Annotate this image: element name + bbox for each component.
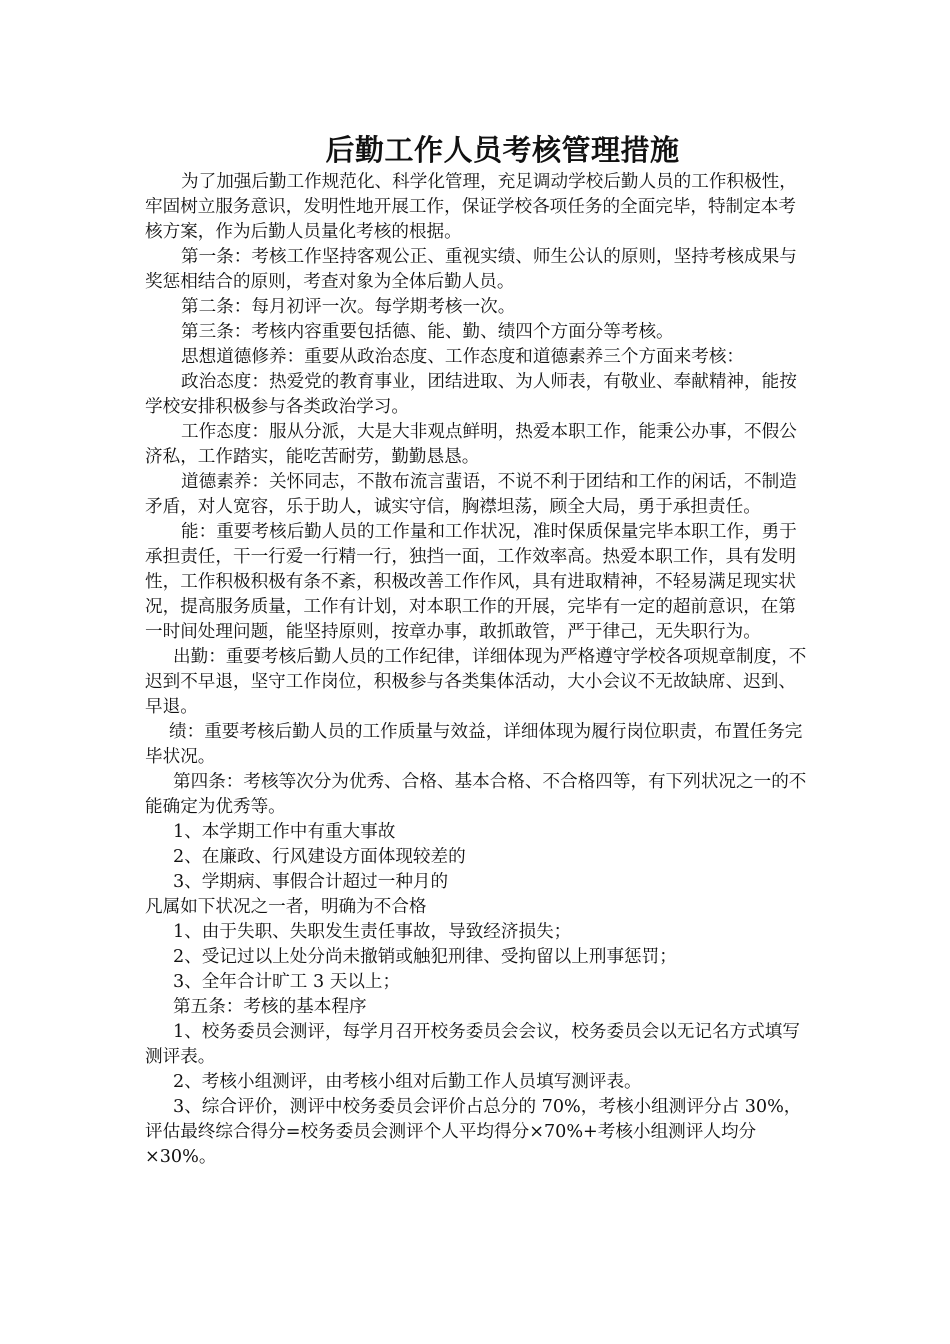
list-item-procedure-2: 2、考核小组测评，由考核小组对后勤工作人员填写测评表。 [173,1072,642,1092]
paragraph-article-5: 第五条：考核的基本程序 [173,997,367,1017]
paragraph-performance: 绩：重要考核后勤人员的工作质量与效益，详细体现为履行岗位职责，布置任务完毕状况。 [145,722,803,767]
list-item-procedure-3: 3、综合评价，测评中校务委员会评价占总分的 70%，考核小组测评分占 30%，评估最终综合得分=校务委员会测评个人平均得分×70%+考核小组测评人均分×30%。 [145,1097,802,1167]
paragraph-work-attitude: 工作态度：服从分派，大是大非观点鲜明，热爱本职工作，能秉公办事，不假公济私，工作踏实，能吃苦耐劳，勤勤恳恳。 [145,422,797,467]
paragraph-attendance: 出勤：重要考核后勤人员的工作纪律，详细体现为严格遵守学校各项规章制度，不迟到不早退，坚守工作岗位，积极参与各类集体活动，大小会议不无故缺席、迟到、早退。 [145,647,807,717]
paragraph-moral-quality: 道德素养：关怀同志，不散布流言蜚语，不说不利于团结和工作的闲话，不制造矛盾，对人宽容，乐于助人，诚实守信，胸襟坦荡，顾全大局，勇于承担责任。 [145,472,797,517]
paragraph-article-1: 第一条：考核工作坚持客观公正、重视实绩、师生公认的原则，坚持考核成果与奖惩相结合的原则，考查对象为全体后勤人员。 [145,247,797,292]
paragraph-article-2: 第二条：每月初评一次。每学期考核一次。 [181,297,516,317]
paragraph-moral-cultivation: 思想道德修养：重要从政治态度、工作态度和道德素养三个方面来考核： [181,347,745,367]
paragraph-intro: 为了加强后勤工作规范化、科学化管理，充足调动学校后勤人员的工作积极性，牢固树立服务意识，发明性地开展工作，保证学校各项任务的全面完毕，特制定本考核方案，作为后勤人员量化考核的根据。 [145,172,797,242]
list-item-not-excellent-2: 2、在廉政、行风建设方面体现较差的 [173,847,466,867]
list-item-not-excellent-3: 3、学期病、事假合计超过一种月的 [173,872,449,892]
list-item-unqualified-3: 3、全年合计旷工 3 天以上； [173,972,401,992]
paragraph-political-attitude: 政治态度：热爱党的教育事业，团结进取、为人师表，有敬业、奉献精神，能按学校安排积极参与各类政治学习。 [145,372,797,417]
document-title: 后勤工作人员考核管理措施 [325,133,680,167]
paragraph-article-3: 第三条：考核内容重要包括德、能、勤、绩四个方面分等考核。 [181,322,674,342]
list-item-not-excellent-1: 1、本学期工作中有重大事故 [173,822,396,842]
paragraph-unqualified-intro: 凡属如下状况之一者，明确为不合格 [145,897,427,917]
paragraph-ability: 能：重要考核后勤人员的工作量和工作状况，准时保质保量完毕本职工作，勇于承担责任，干一行爱一行精一行，独挡一面，工作效率高。热爱本职工作，具有发明性，工作积极积极有条不紊，积极改善工作作风，具有进取精神，不轻易满足现实状况，提高服务质量，工作有计划，对本职工作的开展，完毕有一定的超前意识，在第一时间处理问题，能坚持原则，按章办事，敢抓敢管，严于律己，无失职行为。 [145,522,797,642]
paragraph-article-4: 第四条：考核等次分为优秀、合格、基本合格、不合格四等，有下列状况之一的不能确定为优秀等。 [145,772,807,817]
list-item-procedure-1: 1、校务委员会测评，每学月召开校务委员会会议，校务委员会以无记名方式填写测评表。 [145,1022,800,1067]
list-item-unqualified-2: 2、受记过以上处分尚未撤销或触犯刑律、受拘留以上刑事惩罚； [173,947,677,967]
document-body [145,170,810,1170]
list-item-unqualified-1: 1、由于失职、失职发生责任事故，导致经济损失； [173,922,572,942]
